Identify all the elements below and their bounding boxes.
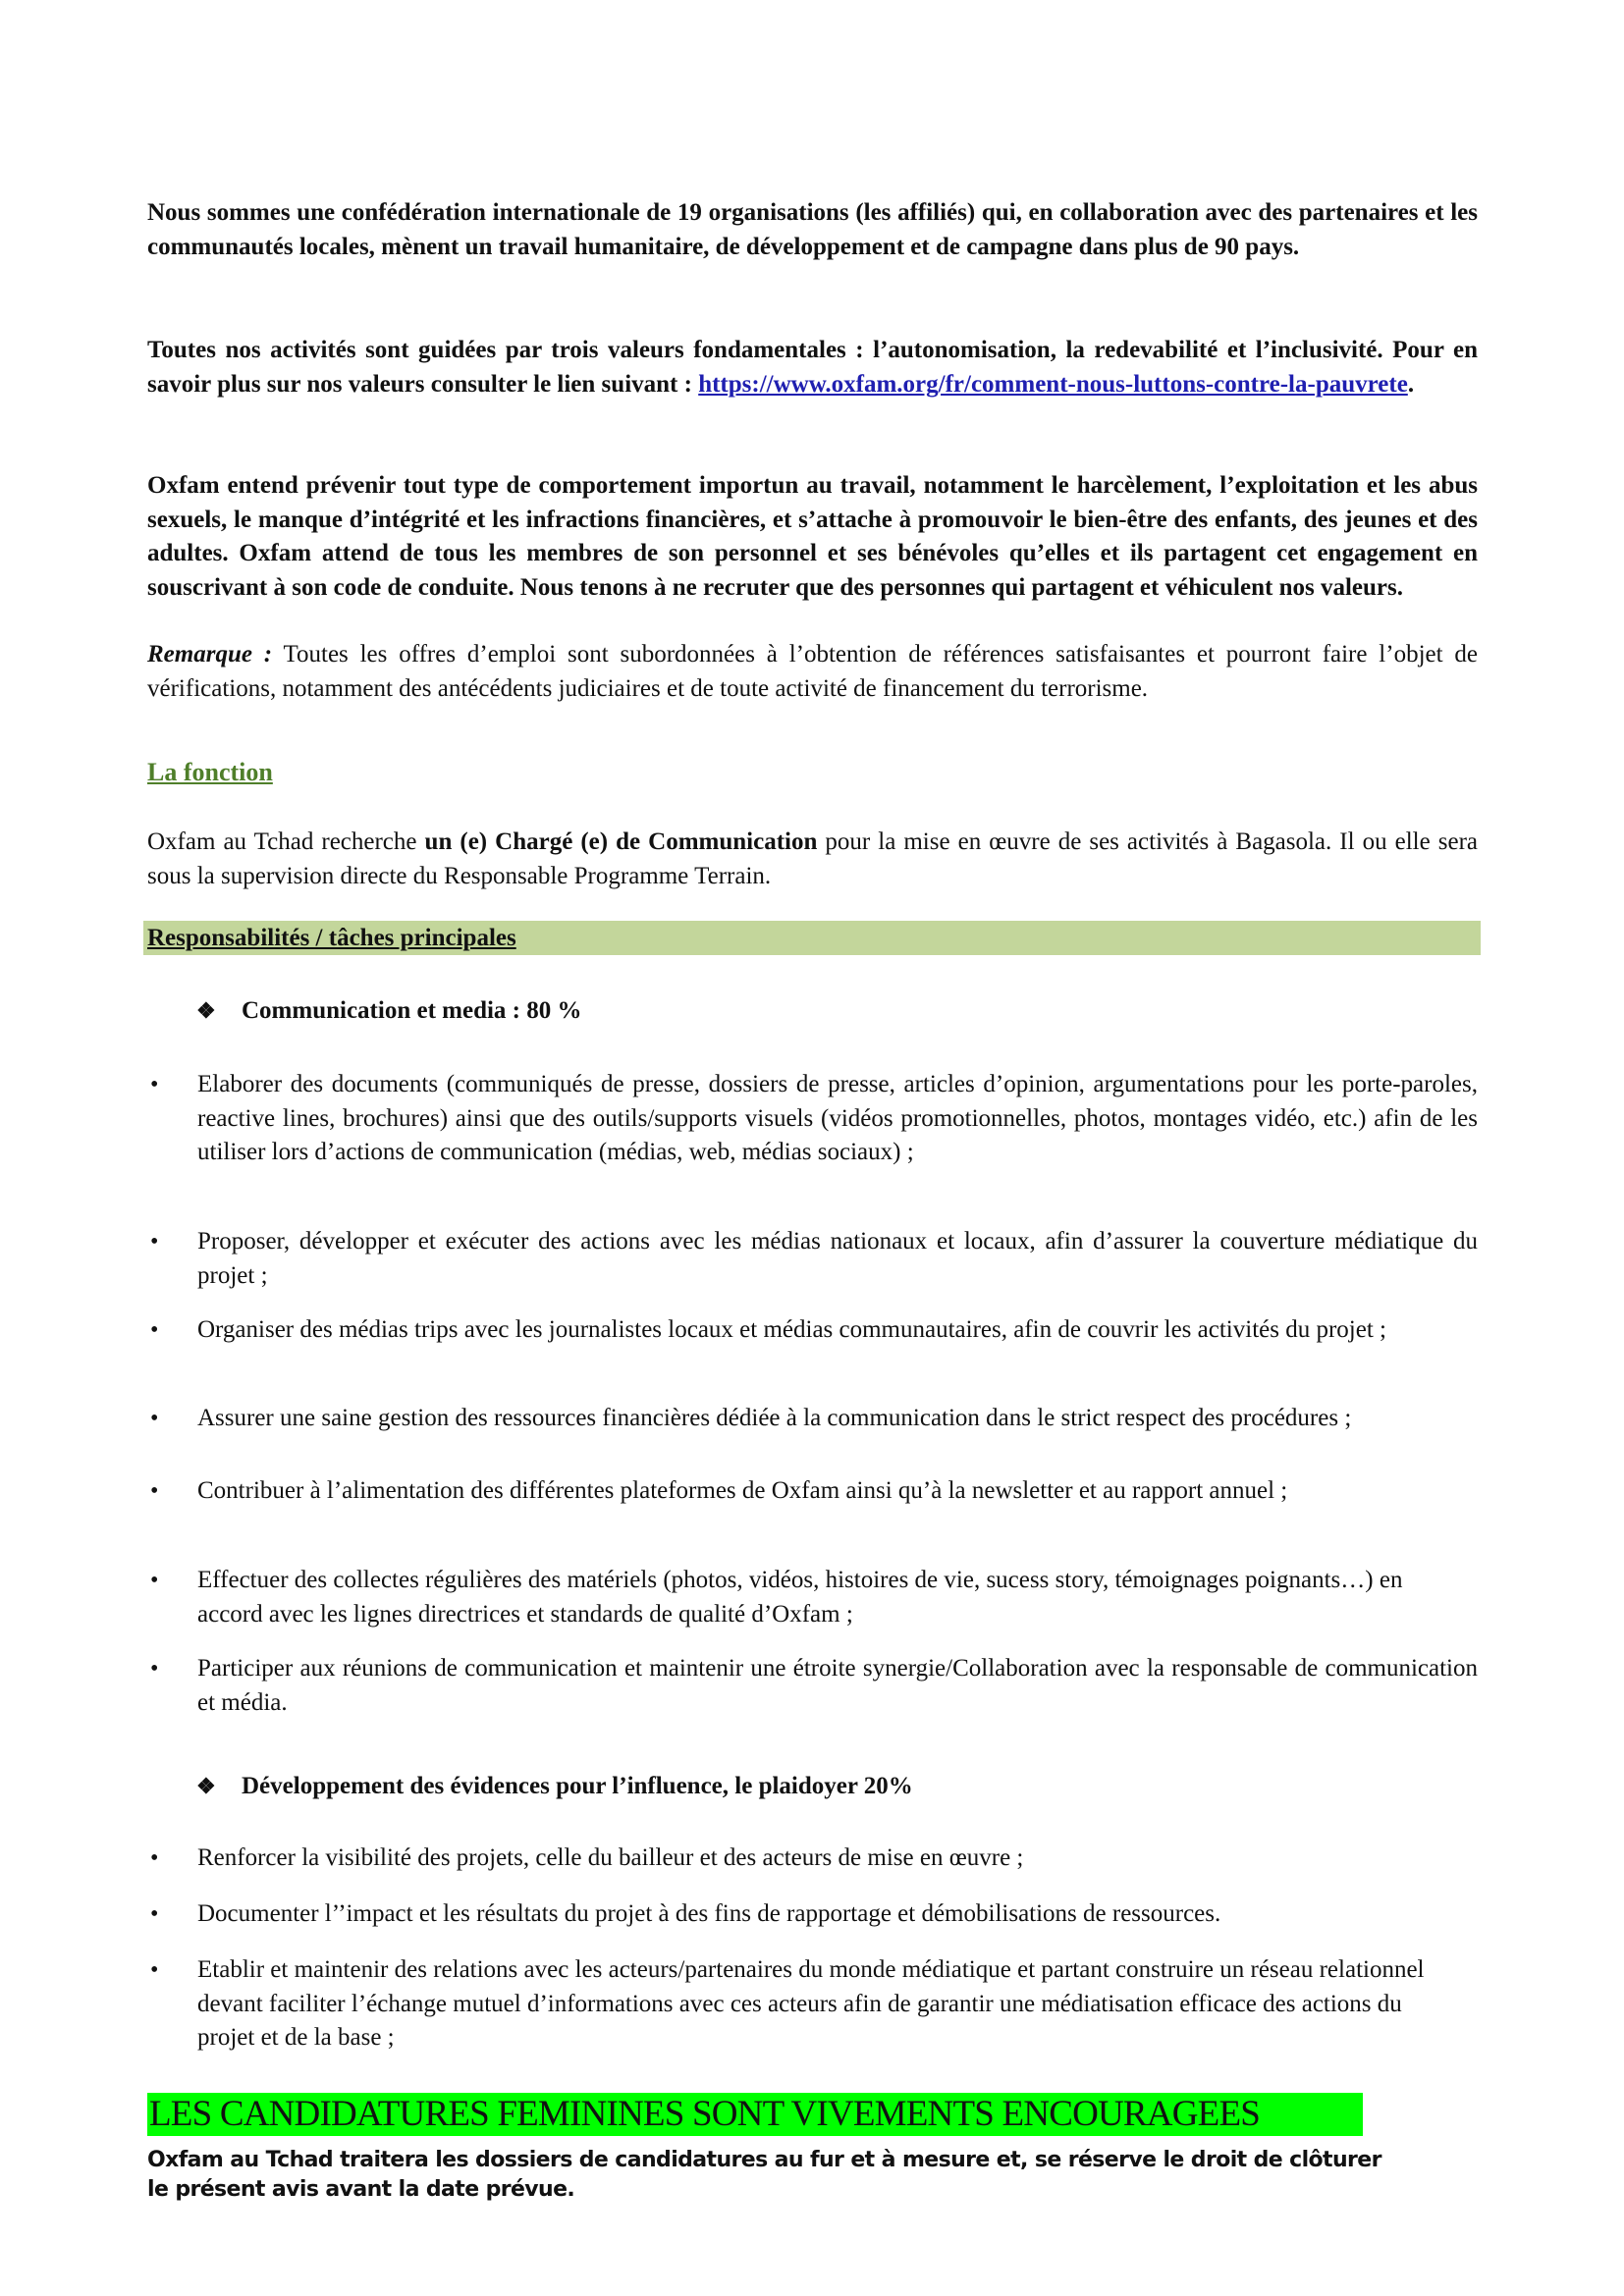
bullet-dot-icon: • (150, 1478, 159, 1504)
list-item: • Renforcer la visibilité des projets, celle du bailleur et des acteurs de mise en œuvre ; (147, 1842, 1478, 1876)
function-description (147, 826, 1478, 893)
function-text-after: pour la mise en œuvre de ses activités à Bagasola. Il ou elle sera sous la supervision directe du Responsable Programme Terrain. (147, 828, 1479, 889)
list-item: • Documenter l’’impact et les résultats du projet à des fins de rapportage et démobilisations de ressources. (147, 1897, 1478, 1932)
bullet-dot-icon: • (150, 1317, 159, 1343)
remark-paragraph (147, 638, 1478, 706)
bullet-dot-icon: • (150, 1072, 159, 1097)
footer-line-2: le présent avis avant la date prévue. (147, 2177, 575, 2202)
list-item: • Elaborer des documents (communiqués de presse, dossiers de presse, articles d’opinion, argumentations pour les porte-paroles, reactive lines, brochures) ainsi que des outils/supports visuels (vidéos promotionnelles, photos, montages vidéo, etc.) afin de les utiliser lors d’actions de communication (médias, web, médias sociaux) ; (147, 1068, 1478, 1170)
values-period: . (1407, 370, 1415, 398)
subheading-communication-media (196, 994, 582, 1028)
section-title-responsibilities: Responsabilités / tâches principales (147, 925, 516, 951)
footer-line-1: Oxfam au Tchad traitera les dossiers de candidatures au fur et à mesure et, se réserve le droit de clôturer (147, 2148, 1381, 2172)
list-item: • Effectuer des collectes régulières des matériels (photos, vidéos, histoires de vie, sucess story, témoignages poignants…) en accord avec les lignes directrices et standards de qualité d’Oxfam ; (147, 1564, 1478, 1631)
bullet-dot-icon: • (150, 1406, 159, 1431)
remark-label: Remarque : (147, 641, 273, 667)
remark-text: Toutes les offres d’emploi sont subordonnées à l’obtention de références satisfaisantes et pourront faire l’objet de vérifications, notamment des antécédents judiciaires et de toute activité de financement du terrorisme. (147, 641, 1478, 702)
diamond-bullet-icon: ❖ (196, 998, 216, 1023)
women-encouraged-banner: LES CANDIDATURES FEMININES SONT VIVEMENTS ENCOURAGEES (149, 2094, 1261, 2134)
bullet-dot-icon: • (150, 1845, 159, 1871)
footer-notice (147, 2146, 1443, 2205)
list-item: • Participer aux réunions de communication et maintenir une étroite synergie/Collaboration avec la responsable de communication et média. (147, 1652, 1478, 1720)
bullet-dot-icon: • (150, 1901, 159, 1927)
bullet-dot-icon: • (150, 1957, 159, 1983)
values-text: Toutes nos activités sont guidées par trois valeurs fondamentales : l’autonomisation, la redevabilité et l’inclusivité. Pour en savoir plus sur nos valeurs consulter le lien suivant : (147, 337, 1478, 398)
list-item: • Contribuer à l’alimentation des différentes plateformes de Oxfam ainsi qu’à la newsletter et au rapport annuel ; (147, 1474, 1478, 1509)
section-title-function: La fonction (147, 758, 273, 786)
bullet-dot-icon: • (150, 1656, 159, 1682)
list-item: • Organiser des médias trips avec les journalistes locaux et médias communautaires, afin de couvrir les activités du projet ; (147, 1313, 1478, 1348)
intro-paragraph-conduct: Oxfam entend prévenir tout type de comportement importun au travail, notamment le harcèlement, l’exploitation et les abus sexuels, le manque d’intégrité et les infractions financières, et s’attache à promouvoir le bien-être des enfants, des jeunes et des adultes. Oxfam attend de tous les membres de son personnel et ses bénévoles qu’elles et ils partagent cet engagement en souscrivant à son code de conduite. Nous tenons à ne recruter que des personnes qui partagent et véhiculent nos valeurs. (147, 472, 1478, 601)
function-text-before: Oxfam au Tchad recherche (147, 828, 425, 855)
subheading-label: Développement des évidences pour l’influence, le plaidoyer 20% (242, 1773, 913, 1799)
intro-paragraph-values (147, 334, 1478, 401)
diamond-bullet-icon: ❖ (196, 1774, 216, 1798)
values-link[interactable]: https://www.oxfam.org/fr/comment-nous-luttons-contre-la-pauvrete (698, 370, 1408, 398)
subheading-evidence-advocacy (196, 1770, 913, 1803)
subheading-label: Communication et media : 80 % (242, 997, 582, 1024)
intro-paragraph-confederation: Nous sommes une confédération internationale de 19 organisations (les affiliés) qui, en collaboration avec des partenaires et les communautés locales, mènent un travail humanitaire, de développement et de campagne dans plus de 90 pays. (147, 199, 1478, 260)
bullet-dot-icon: • (150, 1568, 159, 1593)
list-item: • Etablir et maintenir des relations avec les acteurs/partenaires du monde médiatique et partant construire un réseau relationnel devant faciliter l’échange mutuel d’informations avec ces acteurs afin de garantir une médiatisation efficace des actions du projet et de la base ; (147, 1953, 1478, 2056)
list-item: • Assurer une saine gestion des ressources financières dédiée à la communication dans le strict respect des procédures ; (147, 1402, 1478, 1436)
bullet-dot-icon: • (150, 1229, 159, 1255)
list-item: • Proposer, développer et exécuter des actions avec les médias nationaux et locaux, afin d’assurer la couverture médiatique du projet ; (147, 1225, 1478, 1293)
function-position-title: un (e) Chargé (e) de Communication (424, 828, 818, 855)
